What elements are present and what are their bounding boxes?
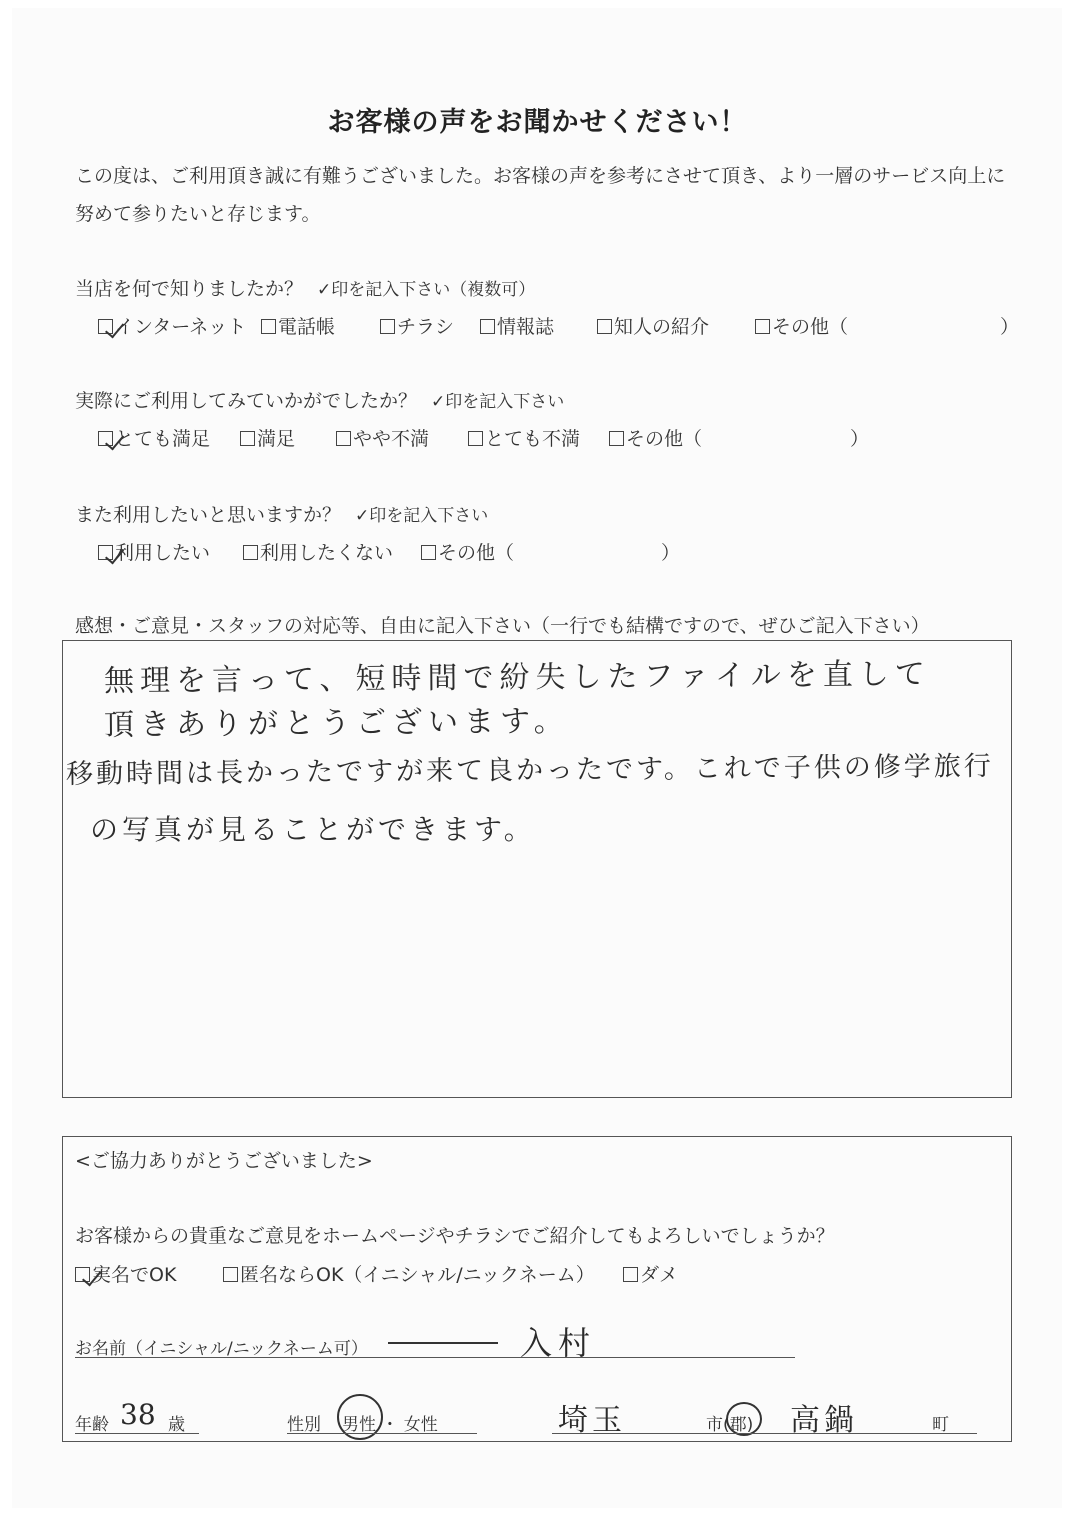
q1-note: ✓印を記入下さい（複数可） [317,280,536,300]
q1-option-magazine[interactable]: 情報誌 [480,312,554,339]
q3-note: ✓印を記入下さい [355,506,489,526]
consent-option-anonymous[interactable]: 匿名ならOK（イニシャル/ニックネーム） [223,1260,595,1287]
q3-option-no[interactable]: 利用したくない [243,538,393,565]
checkbox-icon[interactable] [223,1267,238,1282]
name-underline [75,1357,795,1358]
q1-option-referral[interactable]: 知人の紹介 [597,312,709,339]
handwritten-line-1: 無理を言って、短時間で紛失したファイルを直して [103,656,931,699]
checkbox-checked-icon[interactable] [98,319,113,334]
age-unit: 歳 [168,1415,185,1435]
q2-close-paren: ） [850,428,870,450]
gender-options: 男性 ・ 女性 [342,1415,438,1435]
city-selected-circle [726,1402,762,1436]
checkbox-icon[interactable] [468,431,483,446]
q2-line [75,386,564,413]
comments-prompt: 感想・ご意見・スタッフの対応等、自由に記入下さい（一行でも結構ですので、ぜひご記入下さい） [75,615,930,637]
q2-option-somewhat-unsatisfied[interactable]: やや不満 [336,424,429,451]
q1-option-flyer[interactable]: チラシ [380,312,454,339]
age-value: 38 [120,1398,156,1431]
prefecture-value: 埼玉 [558,1403,626,1438]
q3-close-paren: ） [661,542,681,564]
name-value: 入村 [520,1324,597,1362]
gender-underline [287,1433,477,1434]
checkbox-icon[interactable] [380,319,395,334]
q2-question: 実際にご利用してみていかがでしたか？ [75,390,418,412]
q3-question: また利用したいと思いますか？ [75,504,342,526]
checkbox-icon[interactable] [240,431,255,446]
age-underline [75,1433,199,1434]
consent-option-real-name[interactable]: 実名でOK [75,1260,176,1287]
q3-option-yes[interactable]: 利用したい [98,538,210,565]
address-underline [552,1433,977,1434]
town-label: 町 [932,1415,949,1435]
checkbox-icon[interactable] [609,431,624,446]
q1-line [75,274,535,301]
q3-line [75,500,488,527]
q1-option-phonebook[interactable]: 電話帳 [261,312,335,339]
name-label: お名前（イニシャル/ニックネーム可） [75,1339,368,1359]
checkbox-icon[interactable] [480,319,495,334]
checkbox-icon[interactable] [243,545,258,560]
consent-option-no[interactable]: ダメ [623,1260,678,1287]
checkbox-icon[interactable] [755,319,770,334]
q2-option-other[interactable]: その他（ [609,424,702,451]
handwritten-line-3: 移動時間は長かったですが来て良かったです。これで子供の修学旅行 [65,750,994,790]
q2-option-very-satisfied[interactable]: とても満足 [98,424,210,451]
handwritten-line-4: の写真が見ることができます。 [90,813,536,846]
thanks-text: <ご協力ありがとうございました> [75,1150,373,1172]
checkbox-icon[interactable] [261,319,276,334]
gender-label: 性別 [287,1415,321,1435]
checkbox-checked-icon[interactable] [75,1267,90,1282]
intro-text: この度は、ご利用頂き誠に有難うございました。お客様の声を参考にさせて頂き、より一層のサービス向上に努めて参りたいと存じます。 [75,165,1006,225]
q2-option-very-unsatisfied[interactable]: とても不満 [468,424,580,451]
q1-option-internet[interactable]: インターネット [98,312,246,339]
q2-option-satisfied[interactable]: 満足 [240,424,295,451]
q1-option-other[interactable]: その他（ [755,312,848,339]
checkbox-checked-icon[interactable] [98,431,113,446]
age-label: 年齢 [75,1415,109,1435]
checkbox-icon[interactable] [421,545,436,560]
q1-question: 当店を何で知りましたか？ [75,278,304,300]
crossed-out-mark [388,1342,498,1344]
q1-close-paren: ） [1000,316,1020,338]
consent-question: お客様からの貴重なご意見をホームページやチラシでご紹介してもよろしいでしょうか？ [75,1225,835,1247]
checkbox-icon[interactable] [336,431,351,446]
q3-option-other[interactable]: その他（ [421,538,514,565]
checkbox-icon[interactable] [597,319,612,334]
q2-note: ✓印を記入下さい [431,392,565,412]
checkbox-checked-icon[interactable] [98,545,113,560]
town-value: 高鍋 [790,1403,858,1438]
city-label: 市(郡) [706,1415,754,1435]
checkbox-icon[interactable] [623,1267,638,1282]
closing-box [62,1136,1012,1442]
form-title: お客様の声をお聞かせください！ [327,107,748,138]
handwritten-line-2: 頂きありがとうございます。 [103,703,570,743]
